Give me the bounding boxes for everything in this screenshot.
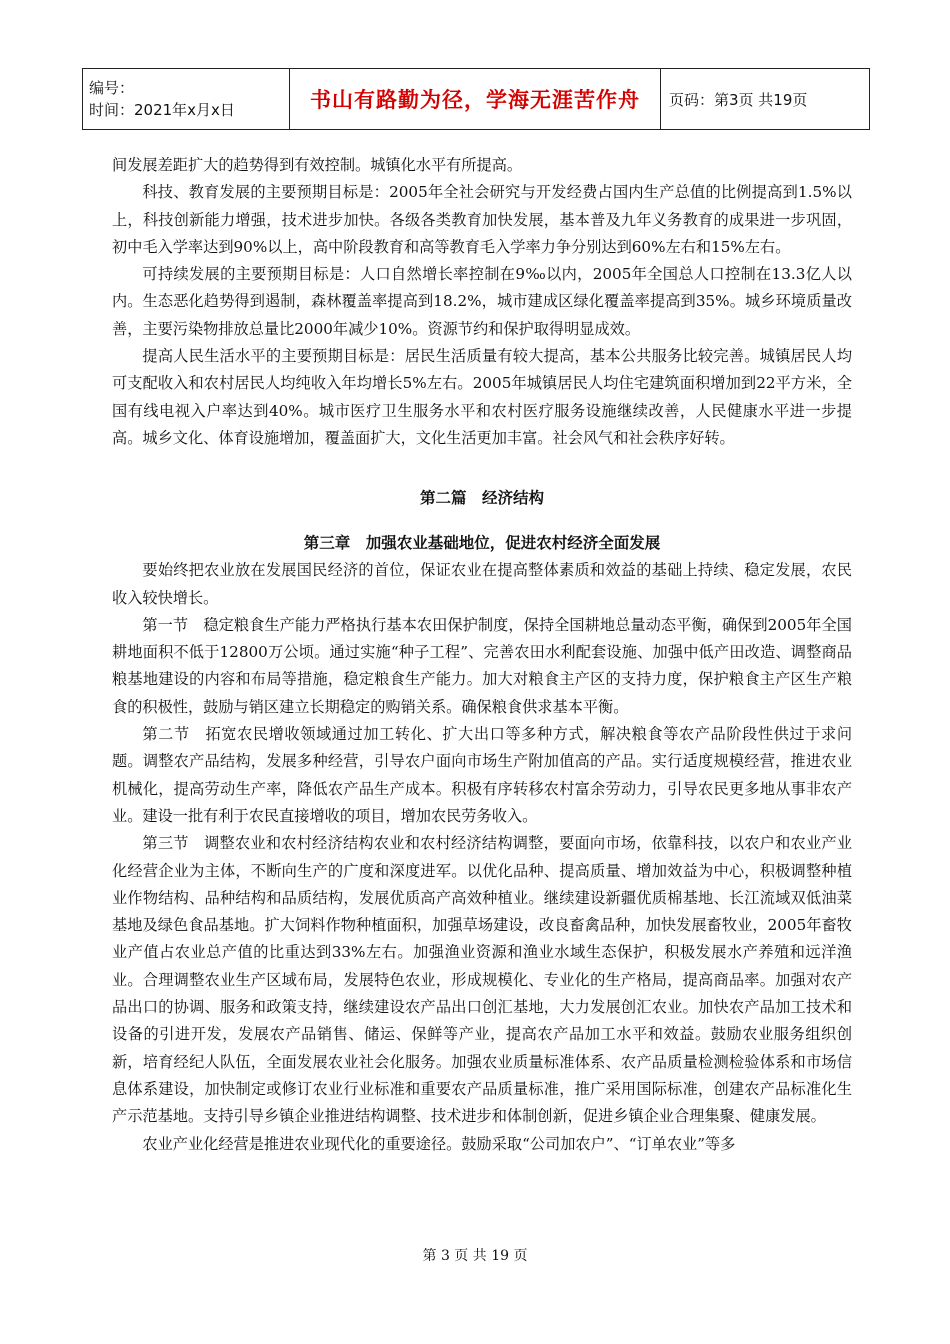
paragraph: 农业产业化经营是推进农业现代化的重要途径。鼓励采取“公司加农户”、“订单农业”等多 bbox=[142, 1134, 736, 1153]
document-body bbox=[112, 152, 852, 1158]
header-meta bbox=[83, 69, 290, 130]
paragraph: 要始终把农业放在发展国民经济的首位，保证农业在提高整体素质和效益的基础上持续、稳定发展，农民收入较快增长。 bbox=[112, 561, 852, 607]
paragraph: 科技、教育发展的主要预期目标是：2005年全社会研究与开发经费占国内生产总值的比例提高到1.5%以上，科技创新能力增强，技术进步加快。各级各类教育加快发展，基本普及九年义务教育的成果进一步巩固，初中毛入学率达到90%以上，高中阶段教育和高等教育毛入学率力争分别达到60%左右和15%左右。 bbox=[112, 183, 852, 256]
page-header bbox=[82, 68, 870, 130]
document-time-label: 时间：2021年x月x日 bbox=[89, 101, 235, 119]
part-title: 第二篇 经济结构 bbox=[419, 489, 544, 508]
paragraph: 第三节 调整农业和农村经济结构农业和农村经济结构调整，要面向市场，依靠科技，以农户和农业产业化经营企业为主体，不断向生产的广度和深度进军。以优化品种、提高质量、增加效益为中心，积极调整种植业作物结构、品种结构和品质结构，发展优质高产高效种植业。继续建设新疆优质棉基地、长江流域双低油菜基地及绿色食品基地。扩大饲料作物种植面积，加强草场建设，改良畜禽品种，加快发展畜牧业，2005年畜牧业产值占农业总产值的比重达到33%左右。加强渔业资源和渔业水域生态保护，积极发展水产养殖和远洋渔业。合理调整农业生产区域布局，发展特色农业，形成规模化、专业化的生产格局，提高商品率。加强对农产品出口的协调、服务和政策支持，继续建设农产品出口创汇基地，大力发展创汇农业。加快农产品加工技术和设备的引进开发，发展农产品销售、储运、保鲜等产业，提高农产品加工水平和效益。鼓励农业服务组织创新，培育经纪人队伍，全面发展农业社会化服务。加强农业质量标准体系、农产品质量检测检验体系和市场信息体系建设，加快制定或修订农业行业标准和重要农产品质量标准，推广采用国际标准，创建农产品标准化生产示范基地。支持引导乡镇企业推进结构调整、技术进步和体制创新，促进乡镇企业合理集聚、健康发展。 bbox=[112, 834, 852, 1126]
document-number-label: 编号： bbox=[89, 79, 135, 97]
header-page-number: 页码：第3页 共19页 bbox=[661, 69, 870, 130]
header-motto: 书山有路勤为径，学海无涯苦作舟 bbox=[290, 69, 661, 130]
paragraph: 可持续发展的主要预期目标是：人口自然增长率控制在9‰以内，2005年全国总人口控制在13.3亿人以内。生态恶化趋势得到遏制，森林覆盖率提高到18.2%，城市建成区绿化覆盖率提高到35%。城乡环境质量改善，主要污染物排放总量比2000年减少10%。资源节约和保护取得明显成效。 bbox=[112, 265, 852, 338]
paragraph: 第一节 稳定粮食生产能力严格执行基本农田保护制度，保持全国耕地总量动态平衡，确保到2005年全国耕地面积不低于12800万公顷。通过实施“种子工程”、完善农田水利配套设施、加强中低产田改造、调整商品粮基地建设的内容和布局等措施，稳定粮食生产能力。加大对粮食主产区的支持力度，保护粮食主产区生产粮食的积极性，鼓励与销区建立长期稳定的购销关系。确保粮食供求基本平衡。 bbox=[112, 615, 852, 716]
paragraph: 第二节 拓宽农民增收领域通过加工转化、扩大出口等多种方式，解决粮食等农产品阶段性供过于求问题。调整农产品结构，发展多种经营，引导农户面向市场生产附加值高的产品。实行适度规模经营，推进农业机械化，提高劳动生产率，降低农产品生产成本。积极有序转移农村富余劳动力，引导农民更多地从事非农产业。建设一批有利于农民直接增收的项目，增加农民劳务收入。 bbox=[112, 725, 852, 825]
page-footer: 第 3 页 共 19 页 bbox=[422, 1248, 528, 1264]
paragraph: 提高人民生活水平的主要预期目标是：居民生活质量有较大提高，基本公共服务比较完善。城镇居民人均可支配收入和农村居民人均纯收入年均增长5%左右。2005年城镇居民人均住宅建筑面积增加到22平方米，全国有线电视入户率达到40%。城市医疗卫生服务水平和农村医疗服务设施继续改善，人民健康水平进一步提高。城乡文化、体育设施增加，覆盖面扩大，文化生活更加丰富。社会风气和社会秩序好转。 bbox=[112, 347, 852, 447]
chapter-title: 第三章 加强农业基础地位，促进农村经济全面发展 bbox=[303, 534, 661, 553]
paragraph: 间发展差距扩大的趋势得到有效控制。城镇化水平有所提高。 bbox=[112, 156, 523, 174]
